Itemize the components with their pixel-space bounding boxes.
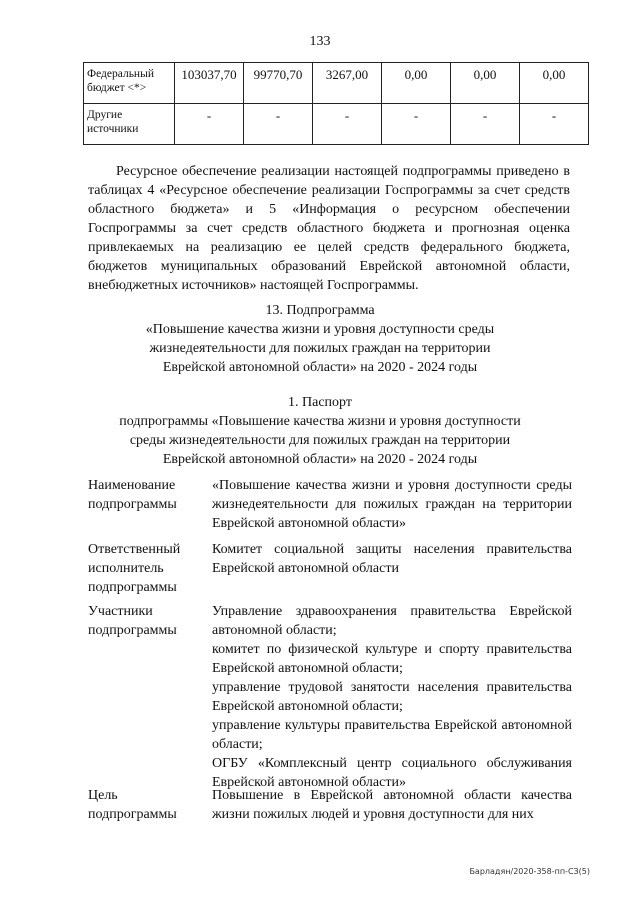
table-cell: - (313, 104, 382, 145)
section-heading-line: Еврейской автономной области» на 2020 - 2024 годы (162, 360, 478, 375)
passport-participants-label: Участники подпрограммы (88, 604, 177, 638)
section-heading (80, 301, 560, 377)
table-cell: 0,00 (520, 63, 589, 104)
passport-heading-line: 1. Паспорт (288, 395, 352, 410)
passport-goal-value: Повышение в Еврейской автономной области качества жизни пожилых людей и уровня доступности для них (212, 788, 572, 822)
passport-heading (80, 393, 560, 469)
table-cell-label: Другие источники (84, 104, 175, 145)
section-heading-line: жизнедеятельности для пожилых граждан на территории (149, 341, 491, 356)
participant-item: Управление здравоохранения правительства Еврейской автономной области; (212, 604, 572, 638)
table-cell: 3267,00 (313, 63, 382, 104)
passport-executor-value: Комитет социальной защиты населения правительства Еврейской автономной области (212, 542, 572, 576)
passport-heading-line: среды жизнедеятельности для пожилых граждан на территории (129, 433, 511, 448)
table-cell: 0,00 (382, 63, 451, 104)
section-heading-line: «Повышение качества жизни и уровня доступности среды (145, 322, 495, 337)
passport-heading-line: подпрограммы «Повышение качества жизни и уровня доступности (119, 414, 521, 429)
passport-executor-label: Ответственный исполнитель подпрограммы (88, 542, 181, 595)
passport-heading-line: Еврейской автономной области» на 2020 - 2024 годы (162, 452, 478, 467)
table-cell: - (520, 104, 589, 145)
table-cell: 99770,70 (244, 63, 313, 104)
participant-item: комитет по физической культуре и спорту правительства Еврейской автономной области; (212, 642, 572, 676)
passport-name-label: Наименование подпрограммы (88, 478, 177, 512)
resource-paragraph: Ресурсное обеспечение реализации настоящей подпрограммы приведено в таблицах 4 «Ресурсное обеспечение реализации Госпрограммы за счет средств областного бюджета» и 5 «Информация о ресурсном обеспечении Госпрограммы за счет средств областного бюджета и прогнозная оценка привлекаемых на реализацию ее целей средств федерального бюджета, бюджетов муниципальных образований Еврейской автономной области, внебюджетных источников» настоящей Госпрограммы. (88, 164, 570, 293)
table-cell: - (451, 104, 520, 145)
table-cell: 103037,70 (175, 63, 244, 104)
participant-item: управление культуры правительства Еврейской автономной области; (212, 718, 572, 752)
finance-table (83, 62, 589, 145)
page-number: 133 (309, 34, 331, 49)
table-row (84, 63, 589, 104)
participant-item: ОГБУ «Комплексный центр социального обслуживания Еврейской автономной области» (212, 756, 572, 790)
table-cell: 0,00 (451, 63, 520, 104)
table-row (84, 104, 589, 145)
participant-item: управление трудовой занятости населения правительства Еврейской автономной области; (212, 680, 572, 714)
section-heading-line: 13. Подпрограмма (265, 303, 375, 318)
table-cell: - (244, 104, 313, 145)
passport-participants-list (212, 602, 572, 792)
table-cell: - (175, 104, 244, 145)
passport-goal-label: Цель подпрограммы (88, 788, 177, 822)
table-cell: - (382, 104, 451, 145)
footer-stamp: Барладян/2020-358-пп-СЗ(5) (469, 867, 590, 876)
passport-name-value: «Повышение качества жизни и уровня доступности среды жизнедеятельности для пожилых граждан на территории Еврейской автономной области» (212, 478, 572, 531)
table-cell-label: Федеральный бюджет <*> (84, 63, 175, 104)
